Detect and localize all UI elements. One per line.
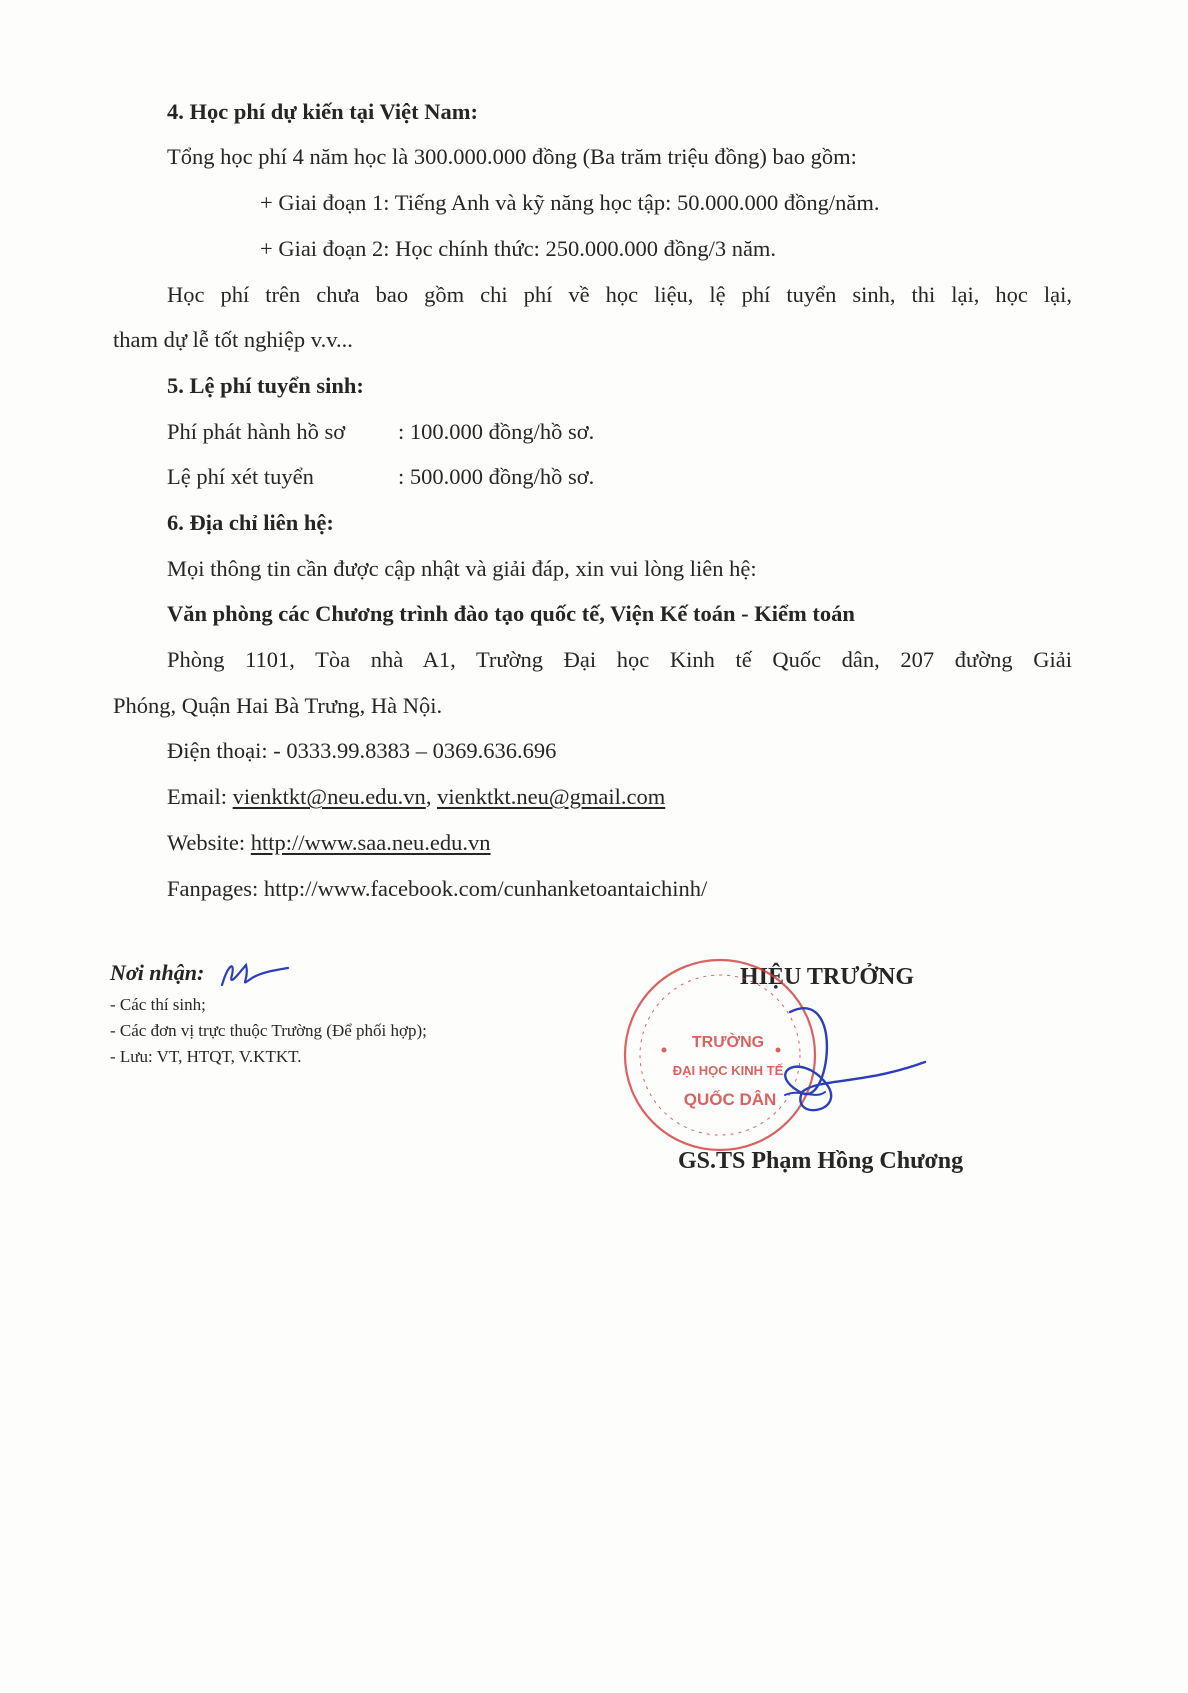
fee-issue-label: Phí phát hành hồ sơ bbox=[167, 419, 346, 444]
contact-fanpages: Fanpages: http://www.facebook.com/cunhanketoantaichinh/ bbox=[167, 876, 708, 901]
contact-email-label: Email: bbox=[167, 784, 233, 809]
fee-admission-value: : 500.000 đồng/hồ sơ. bbox=[398, 464, 595, 489]
contact-website-line bbox=[167, 829, 491, 856]
recipient-item: - Các thí sinh; bbox=[110, 995, 206, 1014]
email-link-1[interactable]: vienktkt@neu.edu.vn bbox=[232, 784, 426, 809]
tuition-note-line-2: tham dự lễ tốt nghiệp v.v... bbox=[113, 327, 353, 352]
contact-email-line bbox=[167, 783, 665, 810]
fee-admission-label: Lệ phí xét tuyển bbox=[167, 464, 314, 489]
tuition-stage-2: + Giai đoạn 2: Học chính thức: 250.000.000 đồng/3 năm. bbox=[260, 236, 777, 261]
tuition-stage-1: + Giai đoạn 1: Tiếng Anh và kỹ năng học tập: 50.000.000 đồng/năm. bbox=[260, 190, 880, 215]
contact-office-name: Văn phòng các Chương trình đào tạo quốc tế, Viện Kế toán - Kiểm toán bbox=[167, 601, 855, 626]
contact-website-label: Website: bbox=[167, 830, 251, 855]
fee-issue-value: : 100.000 đồng/hồ sơ. bbox=[398, 419, 595, 444]
stamp-text-line-2: ĐẠI HỌC KINH TẾ bbox=[672, 1063, 784, 1078]
stamp-text-line-1: TRƯỜNG bbox=[691, 1034, 765, 1051]
contact-phone: Điện thoại: - 0333.99.8383 – 0369.636.696 bbox=[167, 738, 557, 763]
contact-email-separator: , bbox=[425, 784, 438, 809]
stamp-text-line-3: QUỐC DÂN bbox=[683, 1090, 777, 1109]
tuition-note-line-1: Học phí trên chưa bao gồm chi phí về học liệu, lệ phí tuyển sinh, thi lại, học lại, bbox=[167, 282, 1072, 307]
signatory-name: GS.TS Phạm Hồng Chương bbox=[678, 1148, 964, 1174]
recipients-label: Nơi nhận: bbox=[110, 960, 205, 985]
website-link[interactable]: http://www.saa.neu.edu.vn bbox=[250, 830, 491, 855]
recipient-item: - Lưu: VT, HTQT, V.KTKT. bbox=[110, 1047, 302, 1066]
section-4-heading: 4. Học phí dự kiến tại Việt Nam: bbox=[167, 99, 479, 124]
recipient-item: - Các đơn vị trực thuộc Trường (Để phối hợp); bbox=[110, 1021, 427, 1040]
email-link-2[interactable]: vienktkt.neu@gmail.com bbox=[437, 784, 666, 809]
section-5-heading: 5. Lệ phí tuyển sinh: bbox=[167, 373, 364, 398]
signature-title: HIỆU TRƯỞNG bbox=[740, 964, 915, 990]
contact-address-line-2: Phóng, Quận Hai Bà Trưng, Hà Nội. bbox=[113, 693, 443, 718]
tuition-total-text: Tổng học phí 4 năm học là 300.000.000 đồng (Ba trăm triệu đồng) bao gồm: bbox=[167, 144, 857, 169]
contact-intro: Mọi thông tin cần được cập nhật và giải đáp, xin vui lòng liên hệ: bbox=[167, 556, 757, 581]
contact-address-line-1: Phòng 1101, Tòa nhà A1, Trường Đại học Kinh tế Quốc dân, 207 đường Giải bbox=[167, 647, 1072, 672]
section-6-heading: 6. Địa chỉ liên hệ: bbox=[167, 510, 334, 535]
